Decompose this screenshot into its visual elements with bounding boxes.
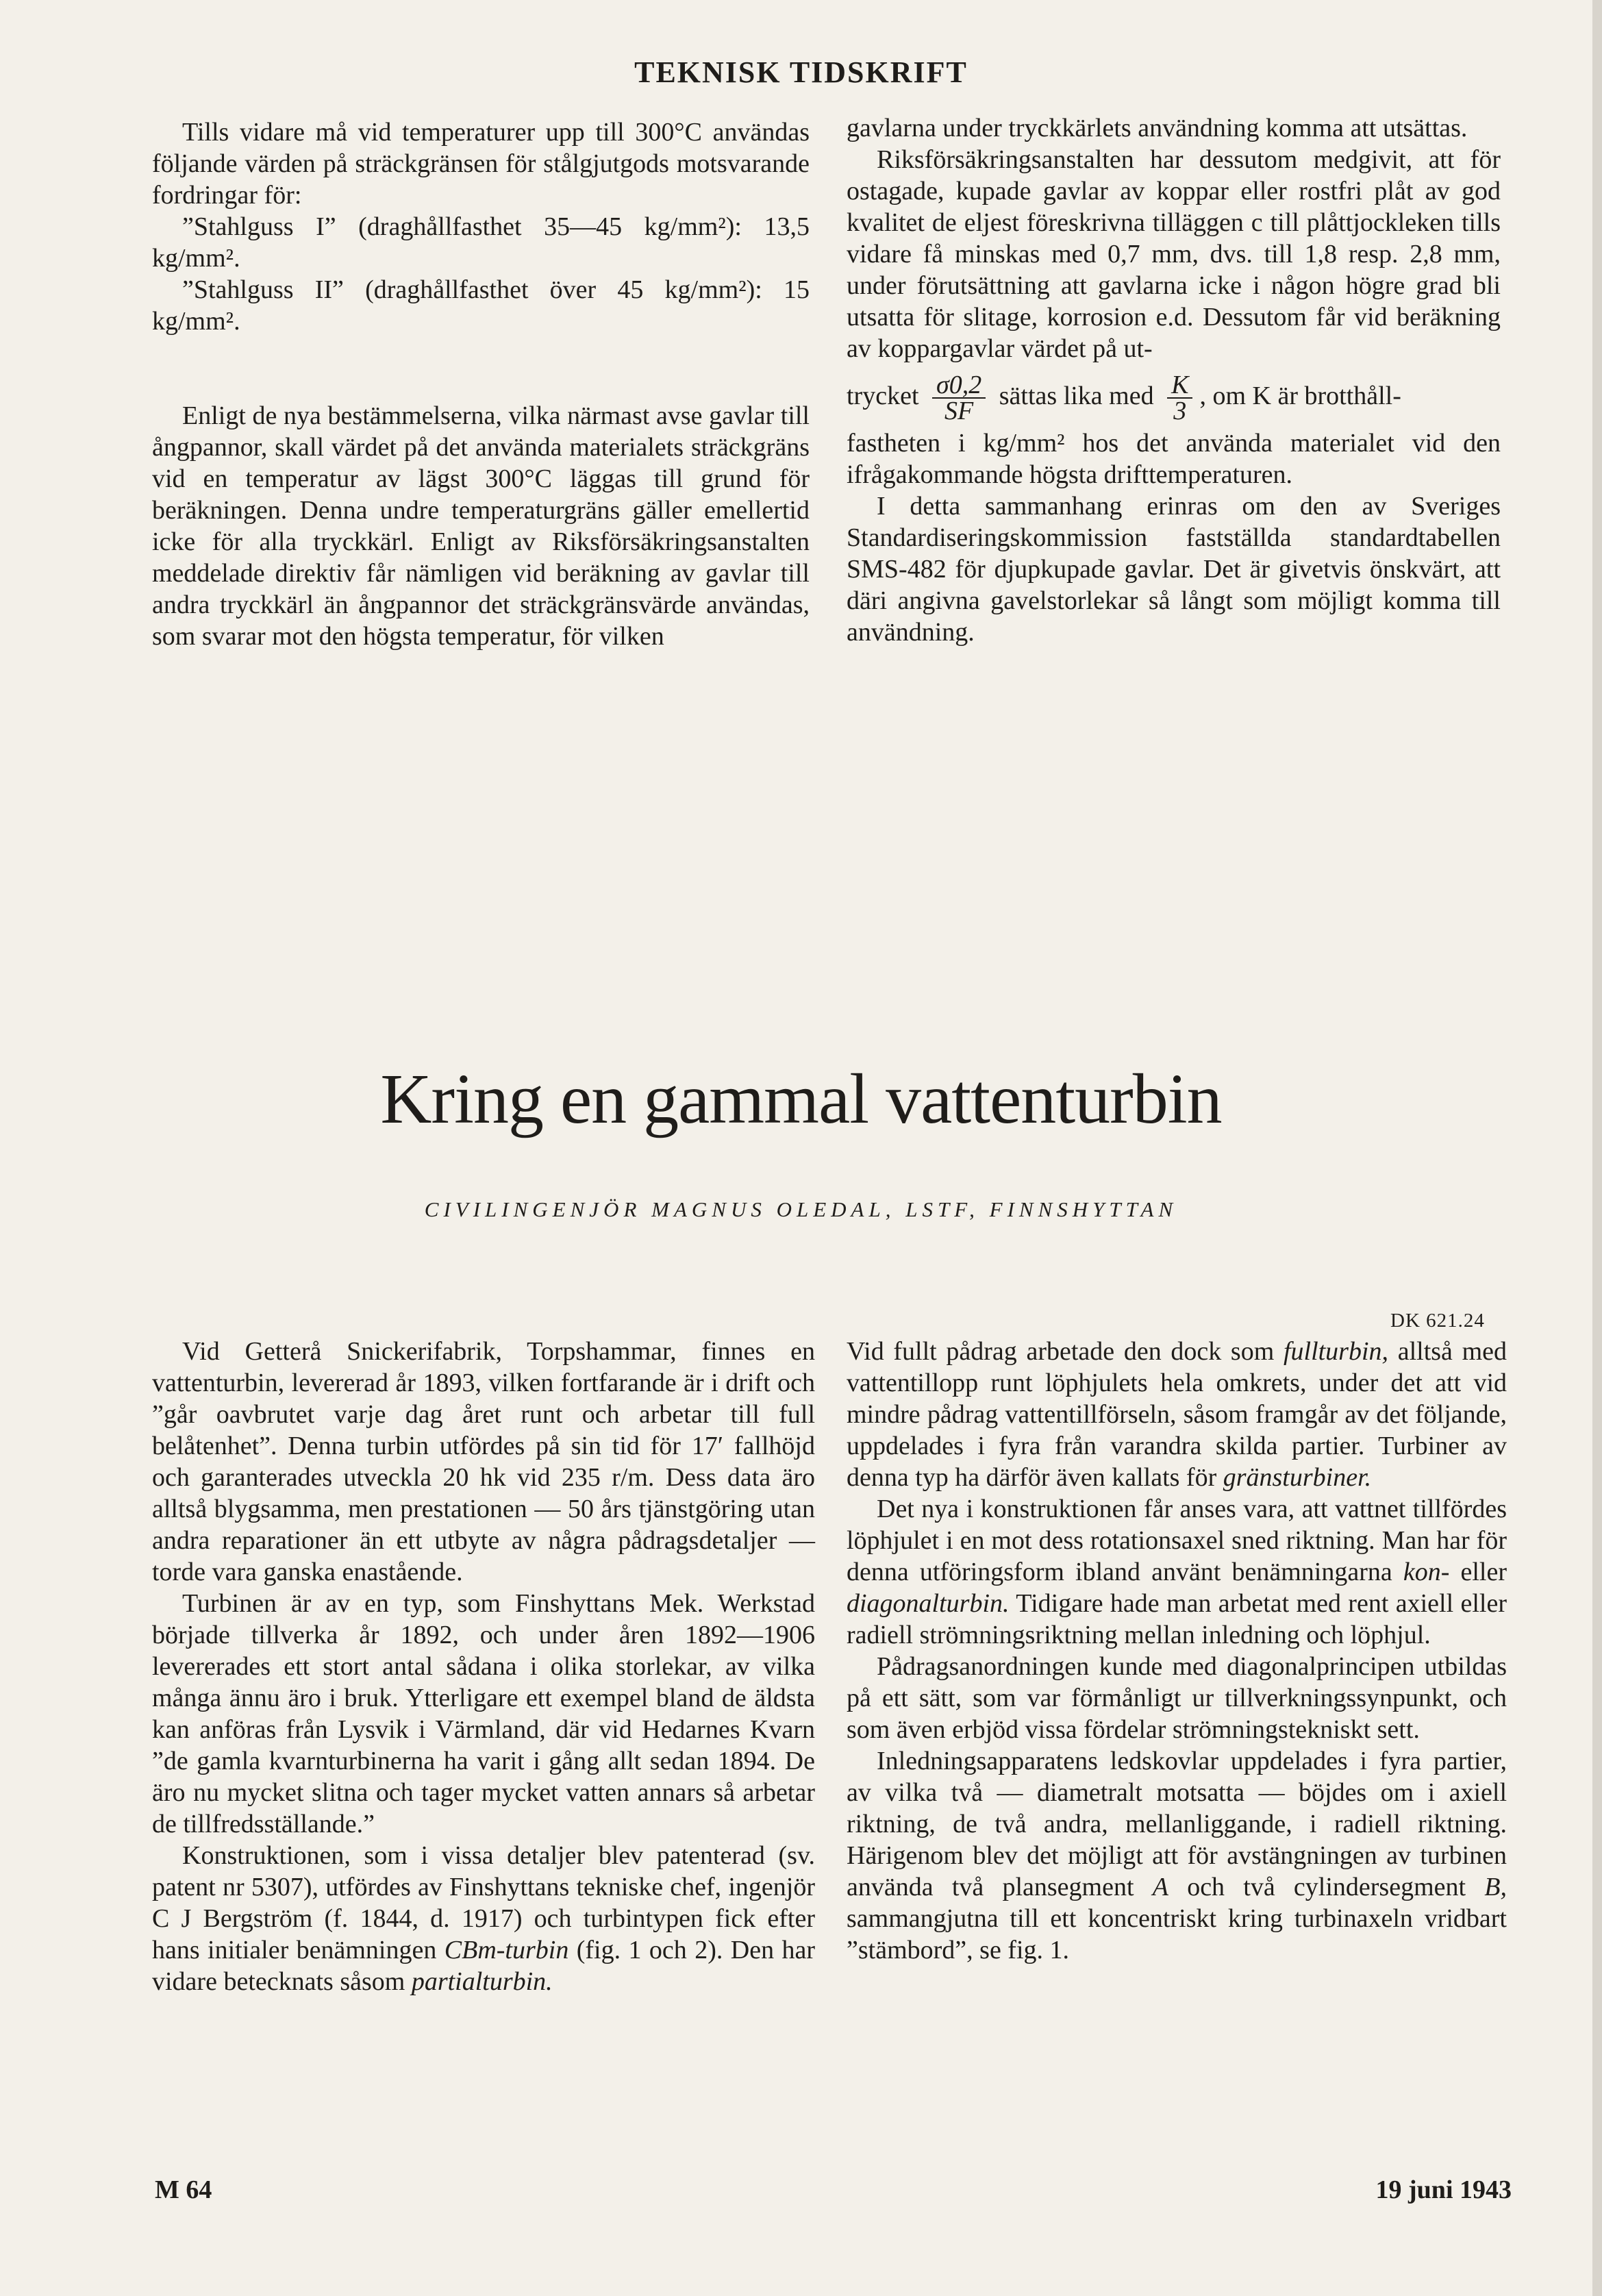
paragraph: fastheten i kg/mm² hos det använda materialet vid den ifrågakommande högsta drifttemperaturen. [847, 429, 1501, 489]
italic-term: CBm-turbin [444, 1936, 569, 1964]
paragraph: Pådragsanordningen kunde med diagonalprincipen utbildas på ett sätt, som var förmånligt ur tillverkningssynpunkt, och som även erbjöd vissa fördelar strömningstekniskt sett. [847, 1652, 1507, 1744]
paragraph [152, 1840, 815, 1997]
page-number: M 64 [155, 2175, 212, 2204]
paragraph: Riksförsäkringsanstalten har dessutom medgivit, att för ostagade, kupade gavlar av koppar eller rostfri plåt av god kvalitet de eljest föreskrivna tilläggen c till plåttjockleken tills vidare få minskas med 0,7 mm, dvs. till 1,8 resp. 2,8 mm, under förutsättning att gavlarna icke i någon högre grad bli utsatta för slitage, korrosion e.d. Dessutom får vid beräkning av koppargavlar värdet på ut- [847, 145, 1501, 363]
text-run: Tidigare hade man arbetat med rent axiell eller radiell strömningsriktning mellan inledning och löphjul. [847, 1589, 1507, 1649]
paragraph [847, 1493, 1507, 1651]
formula-text: , om K är brotthåll- [1199, 382, 1401, 410]
article-byline: CIVILINGENJÖR MAGNUS OLEDAL, LSTF, FINNSHYTTAN [424, 1197, 1178, 1221]
running-head: TEKNISK TIDSKRIFT [634, 55, 968, 89]
text-run: eller [1449, 1558, 1507, 1586]
article-right-column [847, 1336, 1507, 1966]
italic-term: fullturbin, [1283, 1337, 1389, 1366]
paragraph: Enligt de nya bestämmelserna, vilka närmast avse gavlar till ångpannor, skall värdet på det använda materialets sträckgräns vid en temperatur av lägst 300°C läggas till grund för beräkningen. Denna undre temperaturgräns gäller emellertid icke för alla tryckkärl. Enligt av Riksförsäkringsanstalten meddelade direktiv får nämligen vid beräkning av gavlar till andra tryckkärl än ångpannor det sträckgränsvärde användas, som svarar mot den högsta temperatur, för vilken [152, 401, 810, 651]
text-run: Inledningsapparatens ledskovlar uppdelades i fyra partier, av vilka två — diametralt motsatta — böjdes om i axiell riktning, de två andra, mellanliggande, i radiell riktning. Härigenom blev det möjligt att för avstängningen av turbinen använda två plansegment [847, 1747, 1507, 1901]
italic-term: gränsturbiner. [1223, 1463, 1372, 1492]
italic-term: A [1152, 1873, 1168, 1901]
classification-code: DK 621.24 [1390, 1310, 1485, 1332]
article-left-column [152, 1336, 815, 1997]
italic-term: partialturbin. [411, 1967, 553, 1996]
fraction-denominator: SF [944, 397, 974, 426]
fraction-k-over-3 [1167, 371, 1192, 426]
paragraph: gavlarna under tryckkärlets användning komma att utsättas. [847, 114, 1468, 142]
fraction-numerator: K [1167, 373, 1192, 399]
paragraph [847, 1336, 1507, 1493]
formula-text: sättas lika med [999, 382, 1154, 410]
formula-line [847, 364, 1501, 427]
paragraph: Vid Getterå Snickerifabrik, Torpshammar, finnes en vattenturbin, levererad år 1893, vilken fortfarande är i drift och ”går oavbrutet varje dag året runt och arbetar till full belåtenhet”. Denna turbin utfördes på sin tid för 17′ fallhöjd och garanterades utveckla 20 hk vid 235 r/m. Dess data äro alltså blygsamma, men prestationen — 50 års tjänstgöring utan andra reparationer än ett utbyte av några pådragsdetaljer — torde vara ganska enastående. [152, 1337, 815, 1586]
top-left-column [152, 116, 810, 652]
article-headline: Kring en gammal vattenturbin [380, 1060, 1222, 1138]
italic-term: diagonalturbin. [847, 1589, 1010, 1618]
formula-text: trycket [847, 382, 919, 410]
text-run: sammangjutna till ett koncentriskt kring turbinaxeln vridbart ”stämbord”, se fig. 1. [847, 1904, 1507, 1964]
paragraph: ”Stahlguss I” (draghållfasthet 35—45 kg/mm²): 13,5 kg/mm². [152, 212, 810, 273]
fraction-denominator: 3 [1173, 397, 1187, 426]
issue-date: 19 juni 1943 [1375, 2175, 1512, 2204]
text-run: Vid fullt pådrag arbetade den dock som [847, 1337, 1284, 1366]
fraction-numerator: σ0,2 [932, 373, 986, 399]
paragraph: ”Stahlguss II” (draghållfasthet över 45 kg/mm²): 15 kg/mm². [152, 275, 810, 336]
paragraph [847, 1745, 1507, 1966]
text-run: och två cylindersegment [1168, 1873, 1485, 1901]
text-run: alltså med vattentillopp runt löphjulets hela omkrets, under det att vid mindre pådrag vattentillförseln, såsom framgår av det följande, uppdelades i fyra från varandra skilda partier. Turbiner av denna typ ha därför även kallats för [847, 1337, 1507, 1492]
text-run: Det nya i konstruktionen får anses vara, att vattnet tillfördes löphjulet i en mot dess rotationsaxel sned riktning. Man har för denna utföringsform ibland använt benämningarna [847, 1495, 1507, 1586]
paragraph: Turbinen är av en typ, som Finshyttans Mek. Werkstad började tillverka år 1892, och under åren 1892—1906 levererades ett stort antal sådana i olika storlekar, av vilka många ännu äro i bruk. Ytterligare ett exempel bland de äldsta kan anföras från Lysvik i Värmland, där vid Hedarnes Kvarn ”de gamla kvarnturbinerna ha varit i gång allt sedan 1894. De äro nu mycket slitna och tager mycket vatten annars så arbetar de tillfredsställande.” [152, 1589, 815, 1838]
text-run: Konstruktionen, som i vissa detaljer blev patenterad (sv. patent nr 5307), utfördes av Finshyttans tekniske chef, ingenjör C J Bergström (f. 1844, d. 1917) och turbintypen fick efter hans initialer benämningen [152, 1841, 815, 1964]
italic-term: B, [1484, 1873, 1507, 1901]
paragraph: I detta sammanhang erinras om den av Sveriges Standardiseringskommission fastställda standardtabellen SMS-482 för djupkupade gavlar. Det är givetvis önskvärt, att däri angivna gavelstorlekar så långt som möjligt komma till användning. [847, 492, 1501, 647]
page-edge [1592, 0, 1602, 2296]
top-right-column [847, 112, 1501, 648]
paragraph: Tills vidare må vid temperaturer upp till 300°C användas följande värden på sträckgränsen för stålgjutgods motsvarande fordringar för: [152, 118, 810, 210]
italic-term: kon- [1403, 1558, 1450, 1586]
fraction-sigma-over-sf [932, 371, 986, 426]
text-run: (fig. 1 och 2). Den har vidare betecknats såsom [152, 1936, 816, 1996]
